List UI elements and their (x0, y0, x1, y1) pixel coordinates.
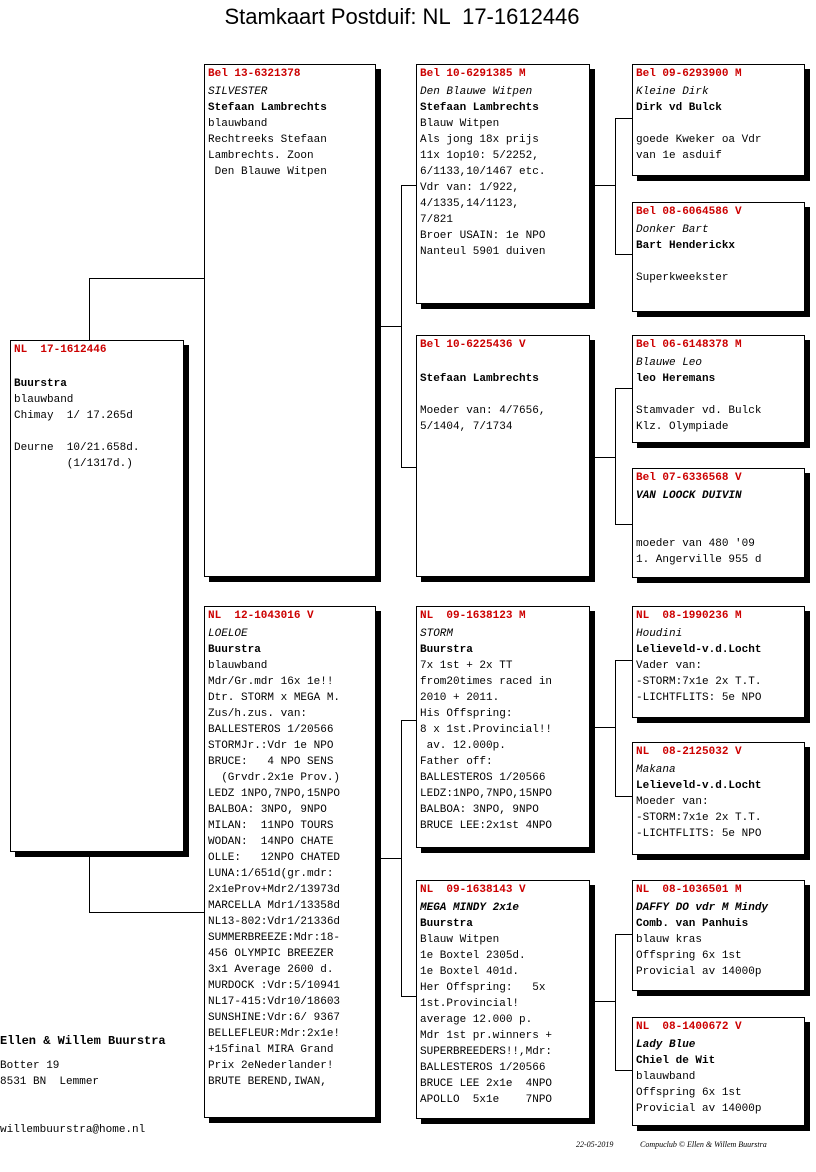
connector-line (401, 996, 417, 997)
card-line (420, 387, 586, 403)
card-line: LEDZ 1NPO,7NPO,15NPO (208, 788, 341, 800)
card-line: Vdr van: 1/922, (420, 182, 520, 194)
card-line: Broer USAIN: 1e NPO (420, 230, 546, 242)
connector-line (615, 1070, 632, 1071)
card-line: Moeder van: (636, 796, 709, 808)
card-line: -STORM:7x1e 2x T.T. (636, 812, 762, 824)
connector-line (401, 720, 402, 996)
card-line: BRUCE LEE:2x1st 4NPO (420, 820, 553, 832)
ring-number: NL 17-1612446 (14, 344, 107, 356)
ggp-card-fmf (632, 335, 805, 443)
pigeon-name: Houdini (636, 628, 683, 640)
connector-line (615, 796, 632, 797)
card-line: Chimay 1/ 17.265d (14, 410, 133, 422)
card-line: NL17-415:Vdr10/18603 (208, 996, 341, 1008)
card-line: His Offspring: (420, 708, 513, 720)
card-line (636, 504, 801, 520)
card-line: Den Blauwe Witpen (208, 166, 327, 178)
ggp-card-fmm (632, 468, 805, 578)
pigeon-name: MEGA MINDY 2x1e (420, 902, 520, 914)
breeder-name: Buurstra (208, 644, 261, 656)
breeder-name: Lelieveld-v.d.Locht (636, 644, 762, 656)
connector-line (89, 912, 204, 913)
ring-number: NL 08-2125032 V (636, 746, 742, 758)
card-line: average 12.000 p. (420, 1014, 533, 1026)
pigeon-name: Kleine Dirk (636, 86, 709, 98)
card-line: Blauw Witpen (420, 118, 500, 130)
card-line: Dtr. STORM x MEGA M. (208, 692, 341, 704)
card-line: 1. Angerville 955 d (636, 554, 762, 566)
connector-line (615, 118, 616, 254)
ggp-card-mff (632, 606, 805, 718)
card-line (636, 254, 801, 270)
card-line: 5/1404, 7/1734 (420, 421, 513, 433)
breeder-name: leo Heremans (636, 373, 716, 385)
connector-line (401, 185, 402, 467)
card-line: BRUTE BEREND,IWAN, (208, 1076, 327, 1088)
ring-number: NL 09-1638123 M (420, 610, 526, 622)
print-date: 22-05-2019 (576, 1140, 614, 1149)
card-line: 1e Boxtel 401d. (420, 966, 520, 978)
card-line: 11x 1op10: 5/2252, (420, 150, 539, 162)
card-line: Father off: (420, 756, 493, 768)
ggp-card-ffm (632, 202, 805, 312)
card-line: Als jong 18x prijs (420, 134, 539, 146)
card-line (636, 116, 801, 132)
connector-line (381, 326, 401, 327)
card-line: 7x 1st + 2x TT (420, 660, 513, 672)
card-line: Offspring 6x 1st (636, 1087, 742, 1099)
ring-number: Bel 09-6293900 M (636, 68, 742, 80)
card-line: OLLE: 12NPO CHATED (208, 852, 341, 864)
father-mother-card (416, 335, 590, 577)
mother-father-card (416, 606, 590, 848)
connector-line (615, 934, 632, 935)
breeder-name: Buurstra (420, 644, 473, 656)
card-line: Stamvader vd. Bulck (636, 405, 762, 417)
owner-street: Botter 19 (0, 1060, 60, 1072)
card-line: SUMMERBREEZE:Mdr:18- (208, 932, 341, 944)
card-line (420, 355, 586, 371)
card-line: (1/1317d.) (14, 458, 133, 470)
card-line: Moeder van: 4/7656, (420, 405, 546, 417)
card-line: Provicial av 14000p (636, 1103, 762, 1115)
card-line (636, 520, 801, 536)
card-line: BRUCE LEE 2x1e 4NPO (420, 1078, 553, 1090)
card-line: Mdr 1st pr.winners + (420, 1030, 553, 1042)
ring-number: NL 08-1400672 V (636, 1021, 742, 1033)
card-line: from20times raced in (420, 676, 553, 688)
connector-line (615, 388, 616, 524)
card-line: Provicial av 14000p (636, 966, 762, 978)
ring-number: Bel 10-6225436 V (420, 339, 526, 351)
card-line (14, 360, 180, 376)
pigeon-name: Blauwe Leo (636, 357, 703, 369)
owner-email: willembuurstra@home.nl (0, 1124, 146, 1136)
breeder-name: Dirk vd Bulck (636, 102, 722, 114)
connector-line (615, 254, 632, 255)
mother-card (204, 606, 376, 1118)
card-line: Buurstra (14, 378, 67, 390)
card-line: Prix 2eNederlander! (208, 1060, 334, 1072)
breeder-name: Stefaan Lambrechts (420, 102, 539, 114)
breeder-name: Buurstra (420, 918, 473, 930)
connector-line (401, 185, 417, 186)
card-line: 1st.Provincial! (420, 998, 520, 1010)
card-line: Klz. Olympiade (636, 421, 729, 433)
breeder-name: Chiel de Wit (636, 1055, 716, 1067)
ring-number: NL 12-1043016 V (208, 610, 314, 622)
card-line: Blauw Witpen (420, 934, 500, 946)
card-line: BRUCE: 4 NPO SENS (208, 756, 334, 768)
breeder-name: Bart Henderickx (636, 240, 736, 252)
breeder-name: Lelieveld-v.d.Locht (636, 780, 762, 792)
card-line: -LICHTFLITS: 5e NPO (636, 692, 762, 704)
pigeon-name: VAN LOOCK DUIVIN (636, 490, 742, 502)
card-line: av. 12.000p. (420, 740, 506, 752)
connector-line (595, 727, 615, 728)
pigeon-name: Makana (636, 764, 676, 776)
card-line: BALLESTEROS 1/20566 (420, 1062, 546, 1074)
subject-card (10, 340, 184, 852)
ggp-card-mmf (632, 880, 805, 991)
page-title: Stamkaart Postduif: NL 17-1612446 (224, 4, 580, 29)
ring-number: Bel 08-6064586 V (636, 206, 742, 218)
ring-number: NL 09-1638143 V (420, 884, 526, 896)
card-line: Vader van: (636, 660, 703, 672)
connector-line (401, 467, 417, 468)
card-line (636, 387, 801, 403)
card-line: 8 x 1st.Provincial!! (420, 724, 553, 736)
card-line: Superkweekster (636, 272, 729, 284)
card-line: MURDOCK :Vdr:5/10941 (208, 980, 341, 992)
card-line: +15final MIRA Grand (208, 1044, 334, 1056)
card-line: SUNSHINE:Vdr:6/ 9367 (208, 1012, 341, 1024)
card-line: Mdr/Gr.mdr 16x 1e!! (208, 676, 334, 688)
connector-line (381, 858, 401, 859)
card-line: 456 OLYMPIC BREEZER (208, 948, 334, 960)
connector-line (595, 185, 615, 186)
card-line: blauwband (208, 118, 268, 130)
connector-line (401, 720, 417, 721)
card-line: WODAN: 14NPO CHATE (208, 836, 334, 848)
card-line: -LICHTFLITS: 5e NPO (636, 828, 762, 840)
card-line: Nanteul 5901 duiven (420, 246, 546, 258)
pigeon-name: Lady Blue (636, 1039, 696, 1051)
ring-number: NL 08-1036501 M (636, 884, 742, 896)
card-line: Offspring 6x 1st (636, 950, 742, 962)
card-line: 1e Boxtel 2305d. (420, 950, 526, 962)
card-line: LUNA:1/651d(gr.mdr: (208, 868, 334, 880)
card-line: -STORM:7x1e 2x T.T. (636, 676, 762, 688)
connector-line (615, 660, 616, 796)
card-line: LEDZ:1NPO,7NPO,15NPO (420, 788, 553, 800)
connector-line (615, 660, 632, 661)
ggp-card-mfm (632, 742, 805, 855)
footer-credit: Compuclub © Ellen & Willem Buurstra (640, 1140, 767, 1149)
card-line: BALBOA: 3NPO, 9NPO (420, 804, 539, 816)
ring-number: NL 08-1990236 M (636, 610, 742, 622)
connector-line (89, 852, 90, 912)
card-line: van 1e asduif (636, 150, 722, 162)
card-line: 2010 + 2011. (420, 692, 500, 704)
connector-line (615, 934, 616, 1070)
card-line: Zus/h.zus. van: (208, 708, 308, 720)
card-line: Deurne 10/21.658d. (14, 442, 140, 454)
card-line: goede Kweker oa Vdr (636, 134, 762, 146)
card-line: Lambrechts. Zoon (208, 150, 314, 162)
ggp-card-mmm (632, 1017, 805, 1126)
connector-line (615, 524, 632, 525)
pigeon-name: Den Blauwe Witpen (420, 86, 533, 98)
card-line: Her Offspring: 5x (420, 982, 546, 994)
card-line: 4/1335,14/1123, (420, 198, 520, 210)
card-line: blauwband (208, 660, 268, 672)
card-line: SUPERBREEDERS!!,Mdr: (420, 1046, 553, 1058)
breeder-name: Stefaan Lambrechts (208, 102, 327, 114)
owner-name: Ellen & Willem Buurstra (0, 1034, 166, 1048)
card-line: moeder van 480 '09 (636, 538, 755, 550)
connector-line (615, 118, 632, 119)
pigeon-name: SILVESTER (208, 86, 268, 98)
card-line: APOLLO 5x1e 7NPO (420, 1094, 553, 1106)
connector-line (89, 278, 90, 340)
owner-city: 8531 BN Lemmer (0, 1076, 100, 1088)
connector-line (595, 457, 615, 458)
pigeon-name: DAFFY DO vdr M Mindy (636, 902, 769, 914)
mother-mother-card (416, 880, 590, 1119)
card-line: MILAN: 11NPO TOURS (208, 820, 334, 832)
card-line: Rechtreeks Stefaan (208, 134, 327, 146)
card-line: (Grvdr.2x1e Prov.) (208, 772, 341, 784)
card-line (14, 424, 180, 440)
card-line: NL13-802:Vdr1/21336d (208, 916, 341, 928)
card-line: BALLESTEROS 1/20566 (420, 772, 546, 784)
card-line: MARCELLA Mdr1/13358d (208, 900, 341, 912)
breeder-name: Stefaan Lambrechts (420, 373, 539, 385)
pigeon-name: STORM (420, 628, 454, 640)
ring-number: Bel 07-6336568 V (636, 472, 742, 484)
card-line: BALBOA: 3NPO, 9NPO (208, 804, 327, 816)
card-line: 7/821 (420, 214, 454, 226)
card-line: BALLESTEROS 1/20566 (208, 724, 334, 736)
pigeon-name: LOELOE (208, 628, 248, 640)
card-line: blauwband (636, 1071, 696, 1083)
ring-number: Bel 06-6148378 M (636, 339, 742, 351)
ggp-card-fff (632, 64, 805, 176)
father-father-card (416, 64, 590, 304)
card-line: 3x1 Average 2600 d. (208, 964, 334, 976)
card-line: blauw kras (636, 934, 703, 946)
card-line: BELLEFLEUR:Mdr:2x1e! (208, 1028, 341, 1040)
ring-number: Bel 10-6291385 M (420, 68, 526, 80)
breeder-name: Comb. van Panhuis (636, 918, 749, 930)
father-card (204, 64, 376, 577)
card-line: blauwband (14, 394, 74, 406)
card-line: STORMJr.:Vdr 1e NPO (208, 740, 334, 752)
pigeon-name: Donker Bart (636, 224, 709, 236)
connector-line (595, 1001, 615, 1002)
connector-line (89, 278, 204, 279)
connector-line (615, 388, 632, 389)
card-line: 2x1eProv+Mdr2/13973d (208, 884, 341, 896)
card-line: 6/1133,10/1467 etc. (420, 166, 546, 178)
ring-number: Bel 13-6321378 (208, 68, 301, 80)
